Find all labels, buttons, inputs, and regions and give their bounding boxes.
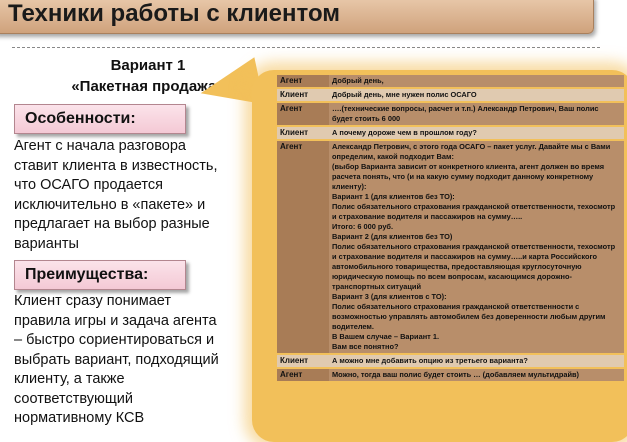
dialog-row: [277, 89, 624, 101]
features-text: Агент с начала разговора ставит клиента в известность, что ОСАГО продается исключительно в «пакете» и предлагает на выбор разные варианты: [14, 138, 218, 252]
dialog-speaker: Клиент: [277, 355, 329, 367]
dialog-table: [277, 73, 624, 383]
dialog-text: Добрый день, мне нужен полис ОСАГО: [329, 89, 624, 101]
advantages-label-box: [14, 260, 186, 290]
dialog-row: [277, 355, 624, 367]
advantages-label: Преимущества:: [25, 266, 149, 283]
dialog-row: [277, 127, 624, 139]
dialog-speaker: Агент: [277, 141, 329, 353]
dialog-speaker: Клиент: [277, 89, 329, 101]
variant-name: «Пакетная продажа»: [71, 78, 225, 95]
page-title: Техники работы с клиентом: [8, 0, 341, 27]
dialog-text: А почему дороже чем в прошлом году?: [329, 127, 624, 139]
dialog-text: Можно, тогда ваш полис будет стоить … (добавляем мультидрайв): [329, 369, 624, 381]
title-bar: [0, 0, 594, 34]
dialog-speaker: Агент: [277, 103, 329, 125]
features-label-box: [14, 104, 186, 134]
dialog-text: Добрый день,: [329, 75, 624, 87]
dialog-text: Александр Петрович, с этого года ОСАГО – пакет услуг. Давайте мы с Вами определим, какой подходит Вам: (выбор Варианта зависит от конкретного клиента, агент должен во время расчета понять, что (и на какую сумму подходит данному конкретному клиенту): Вариант 1 (для клиентов без ТО): Полис обязательного страхования гражданской ответственности, техосмотр и страхование водителя и пассажиров на сумму….. Итого: 6 000 руб. Вариант 2 (для клиентов без ТО) Полис обязательного страхования гражданской ответственности, техосмотр и страхование водителя и пассажиров на сумму…..и карта Российского автомобильного товарищества, предоставляющая круглосуточную юридическую помощь по всем вопросам, касающимся дорожно-транспортных ситуаций Вариант 3 (для клиентов с ТО): Полис обязательного страхования гражданской ответственности с возможностью управлять автомобилем без доверенности любым другим водителем. В Вашем случае – Вариант 1. Вам все понятно?: [329, 141, 624, 353]
dialog-speaker: Агент: [277, 369, 329, 381]
variant-number: Вариант 1: [110, 57, 186, 74]
dialog-text: А можно мне добавить опцию из третьего варианта?: [329, 355, 624, 367]
dialog-speaker: Агент: [277, 75, 329, 87]
dialog-row: [277, 141, 624, 353]
features-label: Особенности:: [25, 110, 136, 127]
divider: [12, 47, 600, 48]
advantages-text: Клиент сразу понимает правила игры и задача агента – быстро сориентироваться и выбрать вариант, подходящий клиенту, а также соответствующий нормативному КСВ: [14, 293, 219, 426]
dialog-speaker: Клиент: [277, 127, 329, 139]
dialog-row: [277, 75, 624, 87]
dialog-text: ….(технические вопросы, расчет и т.п.) Александр Петрович, Ваш полис будет стоить 6 000: [329, 103, 624, 125]
dialog-row: [277, 369, 624, 381]
dialog-row: [277, 103, 624, 125]
